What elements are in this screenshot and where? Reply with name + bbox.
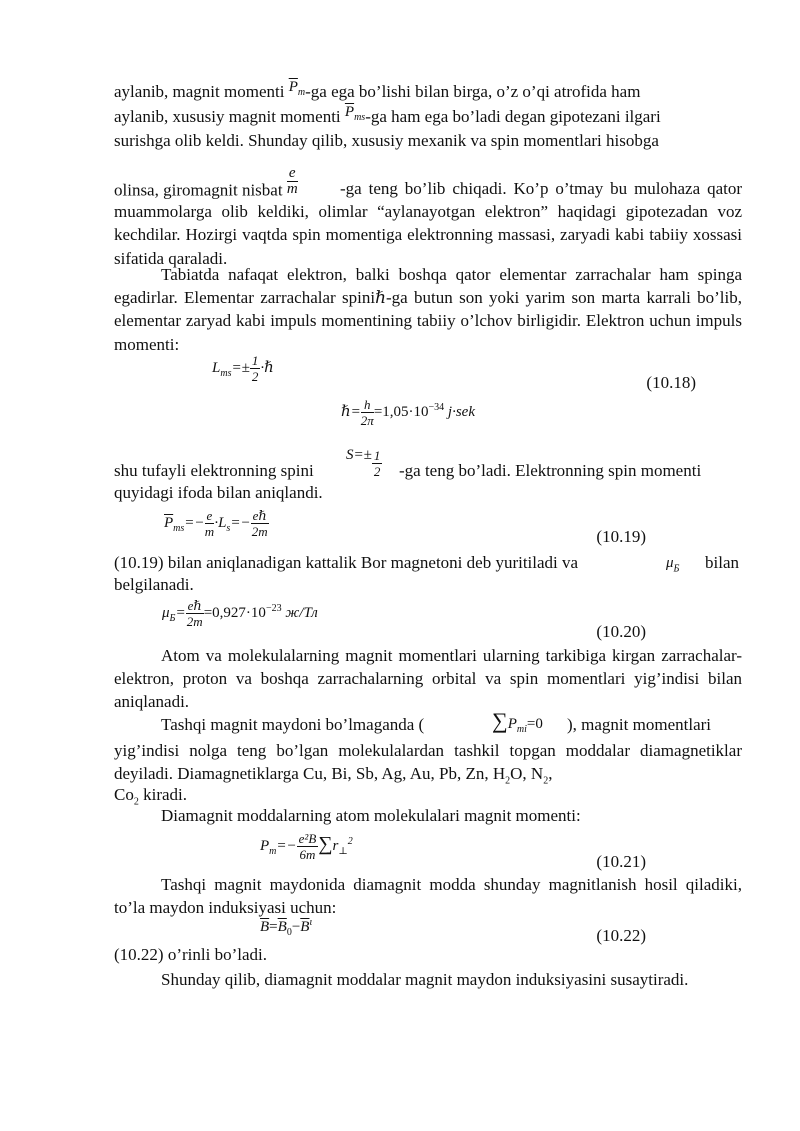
text-line bbox=[114, 131, 659, 151]
text-line: ), magnit momentlari bbox=[567, 715, 711, 734]
equation-number: (10.20) bbox=[596, 622, 646, 641]
text-line bbox=[114, 104, 661, 129]
equation-10-21: $P_m=-$ $\frac{\text{e²B}}{6m}$ $\sum r_\perp^2$ bbox=[260, 831, 353, 862]
text-line: (10.19) bilan aniqlanadigan kattalik Bor magnetoni deb yuritiladi va bbox=[114, 553, 579, 572]
paragraph: Shunday qilib, diamagnit moddalar magnit maydon induksiyasini susaytiradi. bbox=[161, 970, 689, 989]
equation-number: (10.21) bbox=[596, 852, 646, 871]
equation-10-19: $\overline{P}_{ms}=-$ $\frac{e}{m}$ $\cdot L_s=-$ $\frac{\text{eℏ}}{2m}$ bbox=[164, 508, 268, 539]
text-line bbox=[114, 79, 641, 104]
paragraph: Tabiatda nafaqat elektron, balki boshqa qator elementar zarrachalar ham spinga egadirlar. Elementar zarrachalar spiniℏ-ga butun son yoki yarim son marta karrali bo’lib, elementar zaryad kabi impuls momentining tabiiy o’lchov birligidir. Elektron uchun impuls momenti: bbox=[114, 265, 743, 354]
text-line: Tashqi magnit maydoni bo’lmaganda ( bbox=[161, 715, 425, 734]
fraction-e-over-m: $\frac{e}{m}$ bbox=[286, 165, 298, 197]
text: -ga ham ega bo’ladi degan gipotezani ilgari bbox=[365, 107, 661, 126]
text: -ga ega bo’lishi bilan birga, o’z o’qi atrofida ham bbox=[305, 82, 641, 101]
equation-number: (10.18) bbox=[646, 373, 696, 392]
text: surishga olib keldi. Shunday qilib, xususiy mexanik va spin momentlari hisobga bbox=[114, 131, 659, 150]
text: -ga teng bo’lib chiqadi. Ko’p o’tmay bu mulohaza qator muammolarga olib keldiki, olimlar “aylanayotgan elektron” haqidagi gipotezadan voz kechdilar. Hozirgi vaqtda spin momentiga elektronning massasi, zaryadi kabi tabiiy xossasi sifatida qaraladi. bbox=[114, 179, 742, 268]
equation-hbar: ℏ= $\frac{h}{2\pi}$ $=1,05\cdot 10^{-34}$ j·sek bbox=[341, 397, 475, 428]
equation-10-22: $\overline{B}=\overline{B}_0-\overline{B}^\iota$ bbox=[260, 917, 313, 938]
mu-b-symbol: $\mu_Б$ bbox=[666, 555, 680, 575]
text-line: -ga teng bo’ladi. Elektronning spin momenti bbox=[399, 461, 702, 480]
equation-sum-zero: $\sum P_{mi}=0$ bbox=[492, 708, 543, 735]
equation-10-18: $L_{ms}=\pm$ $\frac{1}{2}$ ·ℏ bbox=[212, 353, 274, 384]
text-line: quyidagi ifoda bilan aniqlandi. bbox=[114, 483, 323, 502]
text: olinsa, giromagnit nisbat bbox=[114, 180, 283, 200]
text-line: bilan bbox=[705, 553, 739, 572]
paragraph: Atom va molekulalarning magnit momentlari ularning tarkibiga kirgan zarrachalar-elektron, proton va boshqa zarrachalarning orbital va spin momentlari yig’indisi bilan aniqlanadi. bbox=[114, 646, 742, 712]
paragraph bbox=[114, 177, 742, 270]
text-line: $Co_2$ kiradi. bbox=[114, 785, 187, 808]
text-line: belgilanadi. bbox=[114, 575, 194, 594]
equation-number: (10.19) bbox=[596, 527, 646, 546]
symbol-Pm: $\overline{P}_m$ bbox=[288, 79, 306, 98]
hbar-symbol: ℏ bbox=[375, 288, 387, 308]
paragraph: yig’indisi nolga teng bo’lgan molekulalardan tashkil topgan moddalar diamagnetiklar deyiladi. Diamagnetiklarga Cu, Bi, Sb, Ag, Au, Pb, Zn, $H_2O$, $N_2$, bbox=[114, 741, 742, 787]
paragraph: Tashqi magnit maydonida diamagnit modda shunday magnitlanish hosil qiladiki, to’la maydon induksiyasi uchun: bbox=[114, 875, 742, 918]
text-line: shu tufayli elektronning spini bbox=[114, 461, 314, 480]
equation-10-20: $\mu_Б=$ $\frac{\text{eℏ}}{2m}$ $=0,927\cdot 10^{-23}$ ж/Тл bbox=[162, 598, 318, 629]
equation-spin: S=± $\frac{1}{2}$ bbox=[346, 446, 381, 479]
equation-number: (10.22) bbox=[596, 926, 646, 945]
text-line: Diamagnit moddalarning atom molekulalari magnit momenti: bbox=[161, 806, 581, 825]
text: aylanib, magnit momenti bbox=[114, 82, 285, 101]
text-line: (10.22) o’rinli bo’ladi. bbox=[114, 945, 267, 964]
symbol-Pms: $\overline{P}_{ms}$ bbox=[344, 104, 366, 123]
text: aylanib, xususiy magnit momenti bbox=[114, 107, 341, 126]
